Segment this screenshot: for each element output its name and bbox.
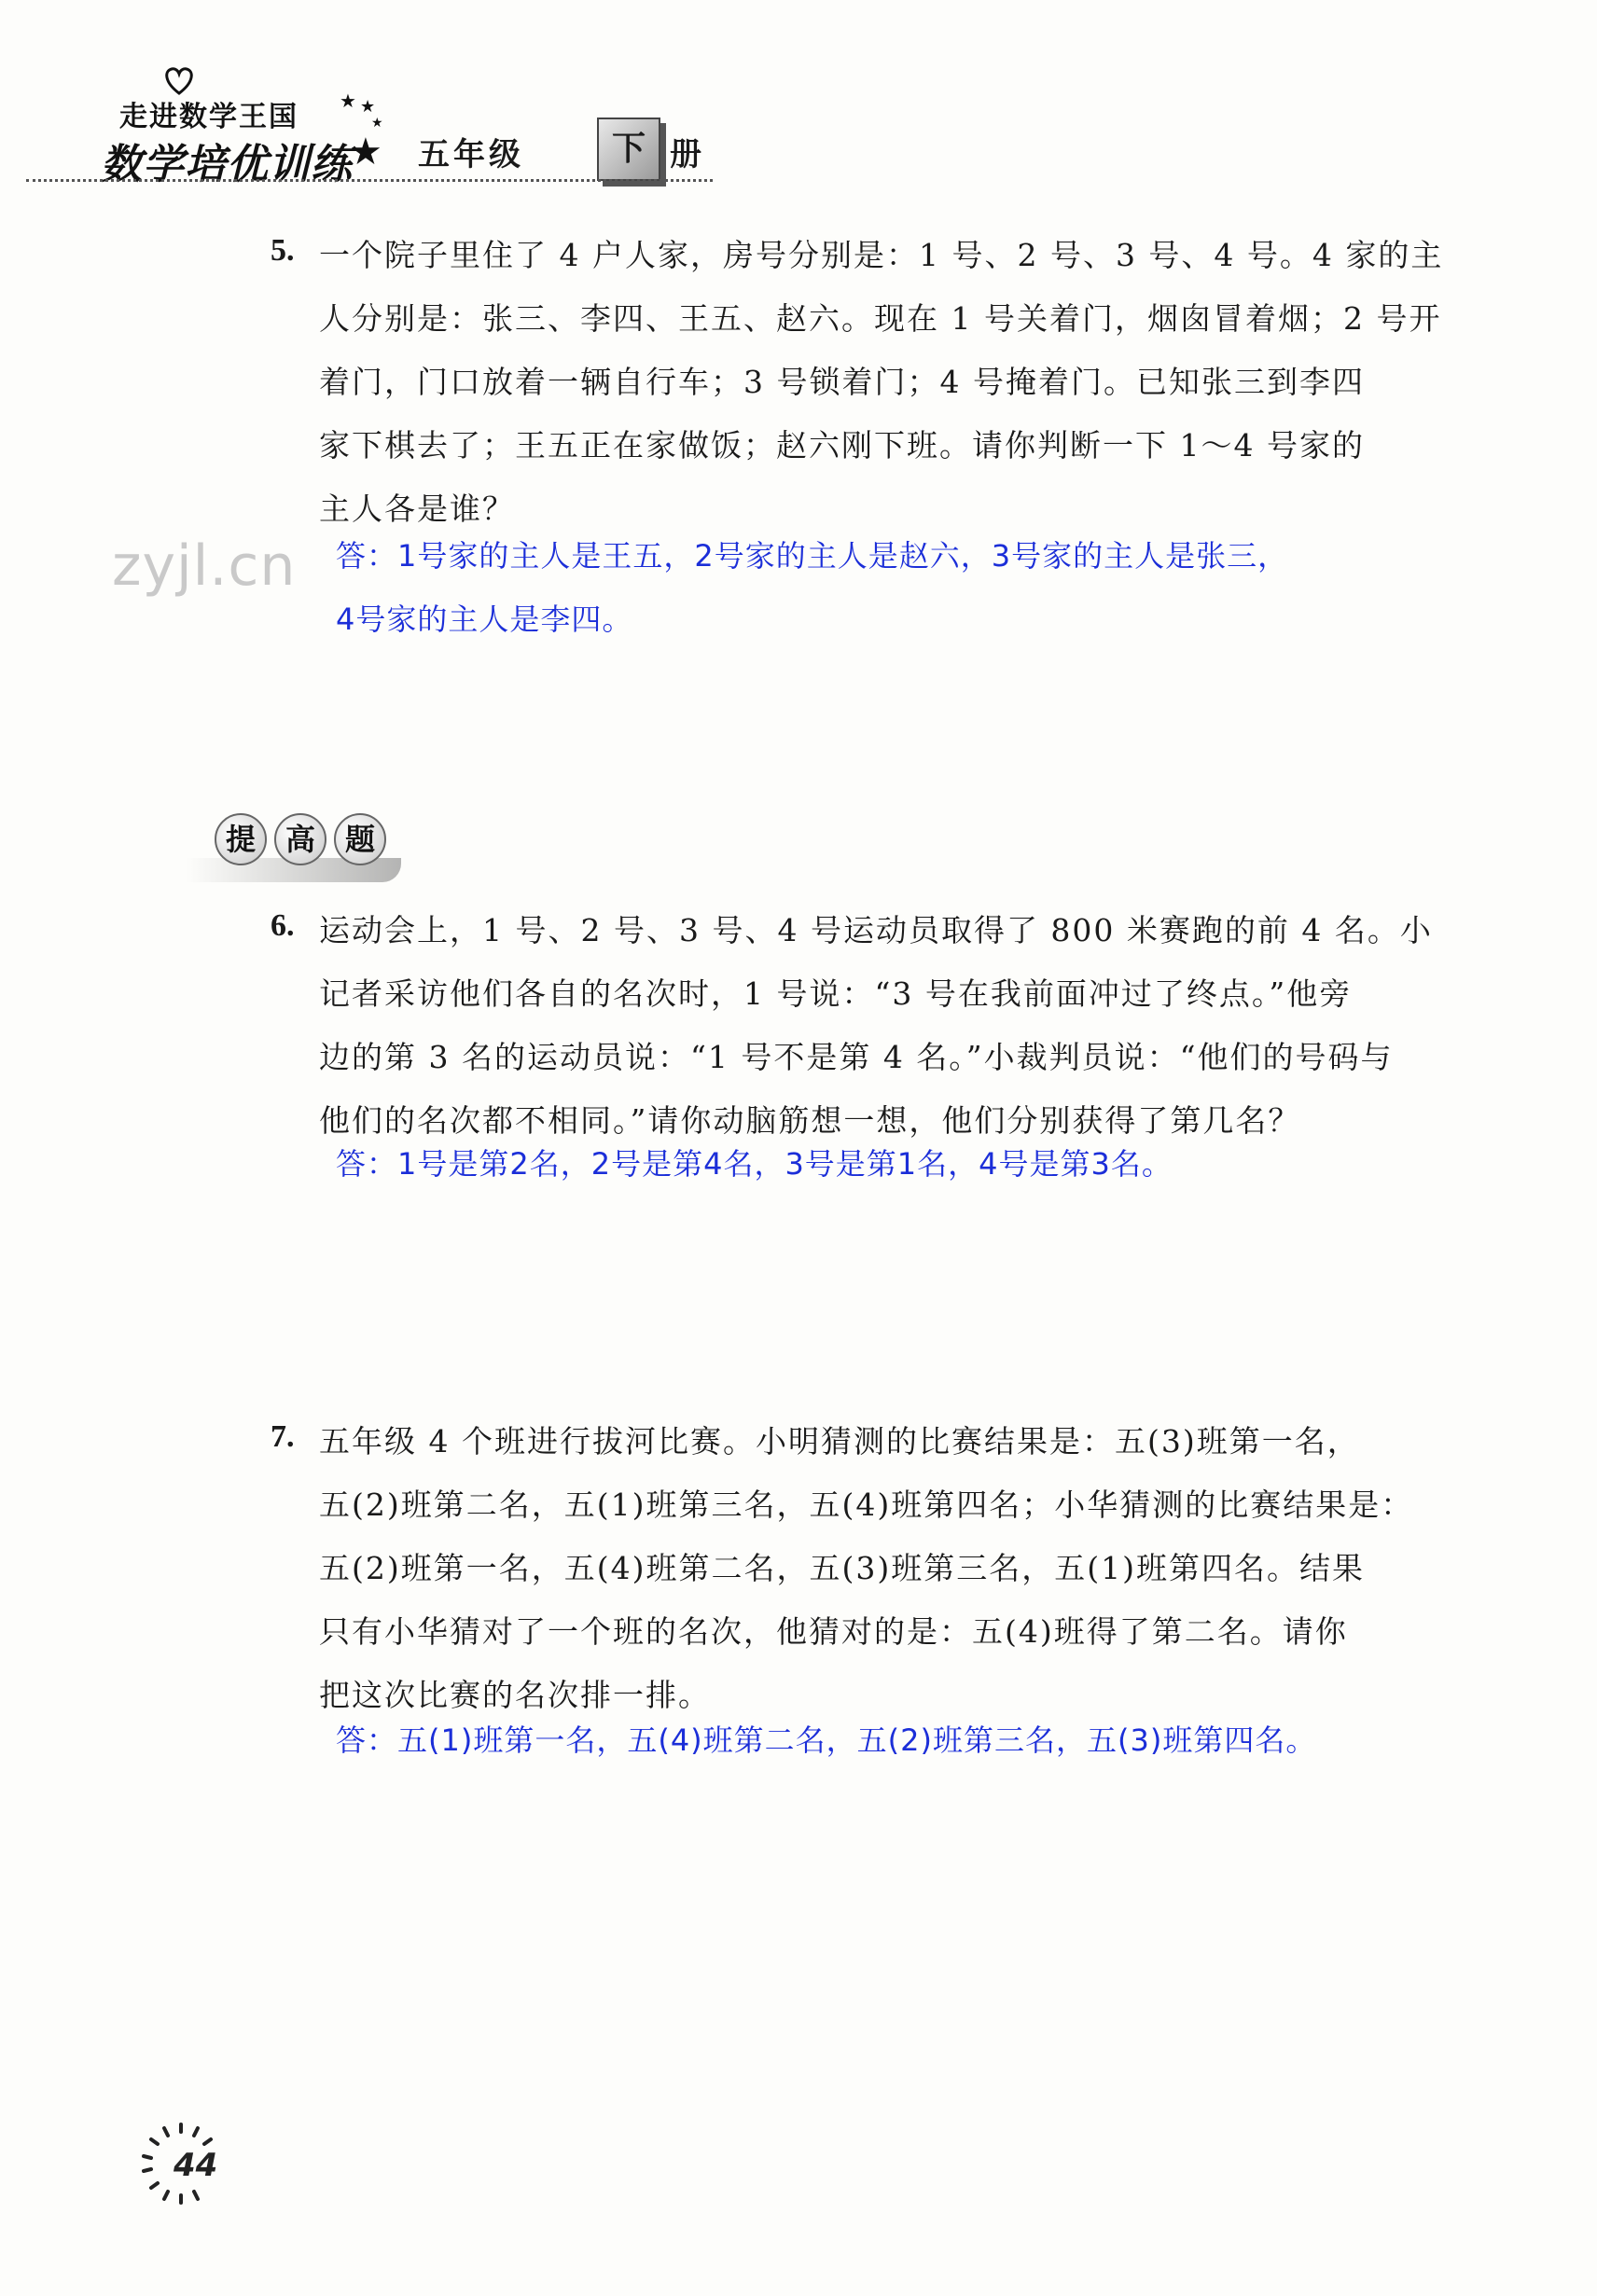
section-badge-char: 题 [334,813,386,865]
problem-number: 7. [271,1419,295,1454]
answer-text [336,1708,1316,1772]
section-badge [187,813,410,886]
problem-number: 6. [271,908,295,943]
answer-text [336,1132,1173,1196]
problem-line: 家下棋去了；王五正在家做饭；赵六刚下班。请你判断一下 1～4 号家的 [319,427,1365,463]
answer-line: 4号家的主人是李四。 [336,602,633,637]
page-number: 44 [174,2147,218,2184]
problem-line: 五年级 4 个班进行拔河比赛。小明猜测的比赛结果是：五(3)班第一名， [319,1423,1360,1459]
series-title-top: 走进数学王国 [119,101,299,133]
problem-line: 五(2)班第二名，五(1)班第三名，五(4)班第四名；小华猜测的比赛结果是： [319,1487,1414,1523]
problem-line: 把这次比赛的名次排一排。 [319,1677,711,1713]
problem-line: 主人各是谁？ [319,491,515,527]
section-badge-char: 高 [274,813,326,865]
star-icon: ★ [360,97,376,117]
problem-text [319,899,1485,1153]
problem-text [319,1410,1485,1727]
series-title-main: 数学培优训练 [101,141,353,188]
page-header [0,0,1597,196]
problem-line: 人分别是：张三、李四、王五、赵六。现在 1 号关着门，烟囱冒着烟；2 号开 [319,300,1442,337]
watermark: zyjl.cn [112,533,297,599]
answer-line: 答：五(1)班第一名，五(4)班第二名，五(2)班第三名，五(3)班第四名。 [336,1722,1317,1758]
problem-line: 运动会上，1 号、2 号、3 号、4 号运动员取得了 800 米赛跑的前 4 名。小 [319,912,1433,948]
star-icon: ★ [371,116,383,131]
problem-number: 5. [271,233,295,268]
problem-line: 只有小华猜对了一个班的名次，他猜对的是：五(4)班得了第二名。请你 [319,1613,1348,1650]
problem-line: 着门，门口放着一辆自行车；3 号锁着门；4 号掩着门。已知张三到李四 [319,364,1365,400]
answer-text [336,524,1288,651]
problem-text [319,224,1485,541]
problem-line: 他们的名次都不相同。”请你动脑筋想一想，他们分别获得了第几名？ [319,1102,1301,1139]
problem-line: 记者采访他们各自的名次时，1 号说：“3 号在我前面冲过了终点。”他旁 [319,975,1353,1012]
answer-line: 答：1号家的主人是王五，2号家的主人是赵六，3号家的主人是张三， [336,538,1289,574]
volume-suffix: 册 [670,136,701,173]
star-icon: ★ [340,90,356,112]
volume-badge: 下 [597,118,660,181]
problem-line: 一个院子里住了 4 户人家，房号分别是：1 号、2 号、3 号、4 号。4 家的主 [319,237,1444,273]
problem-line: 边的第 3 名的运动员说：“1 号不是第 4 名。”小裁判员说：“他们的号码与 [319,1039,1394,1075]
grade-label: 五年级 [418,136,524,173]
section-badge-char: 提 [215,813,267,865]
star-icon: ★ [349,131,382,173]
answer-line: 答：1号是第2名，2号是第4名，3号是第1名，4号是第3名。 [336,1146,1173,1182]
problem-line: 五(2)班第一名，五(4)班第二名，五(3)班第三名，五(1)班第四名。结果 [319,1550,1365,1586]
header-divider [26,179,713,182]
